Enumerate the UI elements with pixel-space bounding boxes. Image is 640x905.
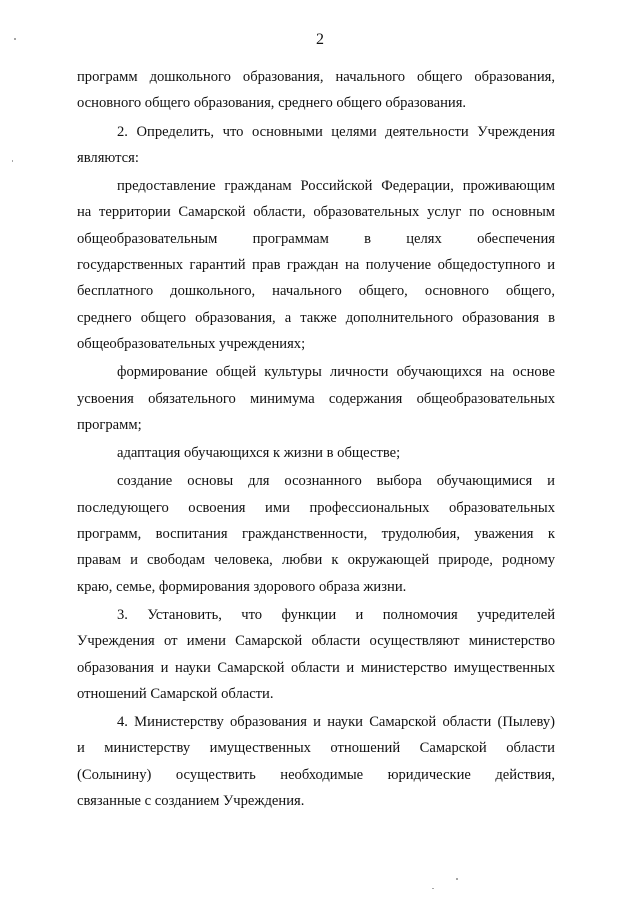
paragraph xyxy=(77,359,555,438)
page-number: 2 xyxy=(316,31,324,48)
paragraph-line: общеобразовательных учреждениях; xyxy=(77,335,306,352)
paragraph-line: основного общего образования, среднего общего образования. xyxy=(77,95,467,112)
paragraph-line: на территории Самарской области, образовательных услуг по основным xyxy=(77,204,555,221)
paragraph-line: среднего общего образования, а также дополнительного образования в xyxy=(77,309,555,326)
paragraph-line: адаптация обучающихся к жизни в обществе; xyxy=(117,445,401,462)
scan-speck xyxy=(12,160,13,162)
paragraph-line: 4. Министерству образования и науки Самарской области (Пылеву) xyxy=(117,714,555,731)
document-body xyxy=(77,64,555,814)
paragraph-line: бесплатного дошкольного, начального общего, основного общего, xyxy=(77,283,555,300)
paragraph-line: являются: xyxy=(77,149,139,166)
scan-speck xyxy=(14,38,16,40)
paragraph-line: отношений Самарской области. xyxy=(77,685,274,702)
paragraph-line: краю, семье, формирования здорового образа жизни. xyxy=(77,578,407,595)
paragraph-line: образования и науки Самарской области и министерство имущественных xyxy=(77,659,555,676)
paragraph xyxy=(77,173,555,357)
paragraph-line: предоставление гражданам Российской Федерации, проживающим xyxy=(117,178,555,195)
paragraph-line: Учреждения от имени Самарской области осуществляют министерство xyxy=(77,633,555,650)
paragraph-line: общеобразовательным программам в целях обеспечения xyxy=(77,230,555,247)
paragraph-line: усвоения обязательного минимума содержания общеобразовательных xyxy=(77,390,555,407)
paragraph-line: программ дошкольного образования, начального общего образования, xyxy=(77,69,555,85)
paragraph-line: формирование общей культуры личности обучающихся на основе xyxy=(117,364,555,381)
paragraph-line: государственных гарантий прав граждан на получение общедоступного и xyxy=(77,257,555,274)
paragraph xyxy=(77,64,555,117)
paragraph xyxy=(77,602,555,707)
paragraph-line: последующего освоения ими профессиональных образовательных xyxy=(77,499,555,516)
scan-speck xyxy=(432,888,434,889)
paragraph xyxy=(77,440,555,466)
paragraph xyxy=(77,709,555,814)
paragraph-line: 3. Установить, что функции и полномочия учредителей xyxy=(117,606,555,623)
paragraph xyxy=(77,119,555,172)
paragraph-line: программ, воспитания гражданственности, трудолюбия, уважения к xyxy=(77,526,555,543)
paragraph-line: правам и свободам человека, любви к окружающей природе, родному xyxy=(77,552,555,569)
paragraph-line: и министерству имущественных отношений Самарской области xyxy=(77,740,555,757)
paragraph-line: создание основы для осознанного выбора обучающимися и xyxy=(117,473,555,490)
paragraph-line: (Солынину) осуществить необходимые юридические действия, xyxy=(77,766,555,783)
paragraph-line: связанные с созданием Учреждения. xyxy=(77,793,305,810)
paragraph-line: 2. Определить, что основными целями деятельности Учреждения xyxy=(117,123,555,140)
paragraph xyxy=(77,468,555,599)
scan-speck xyxy=(456,878,458,880)
paragraph-line: программ; xyxy=(77,416,142,433)
